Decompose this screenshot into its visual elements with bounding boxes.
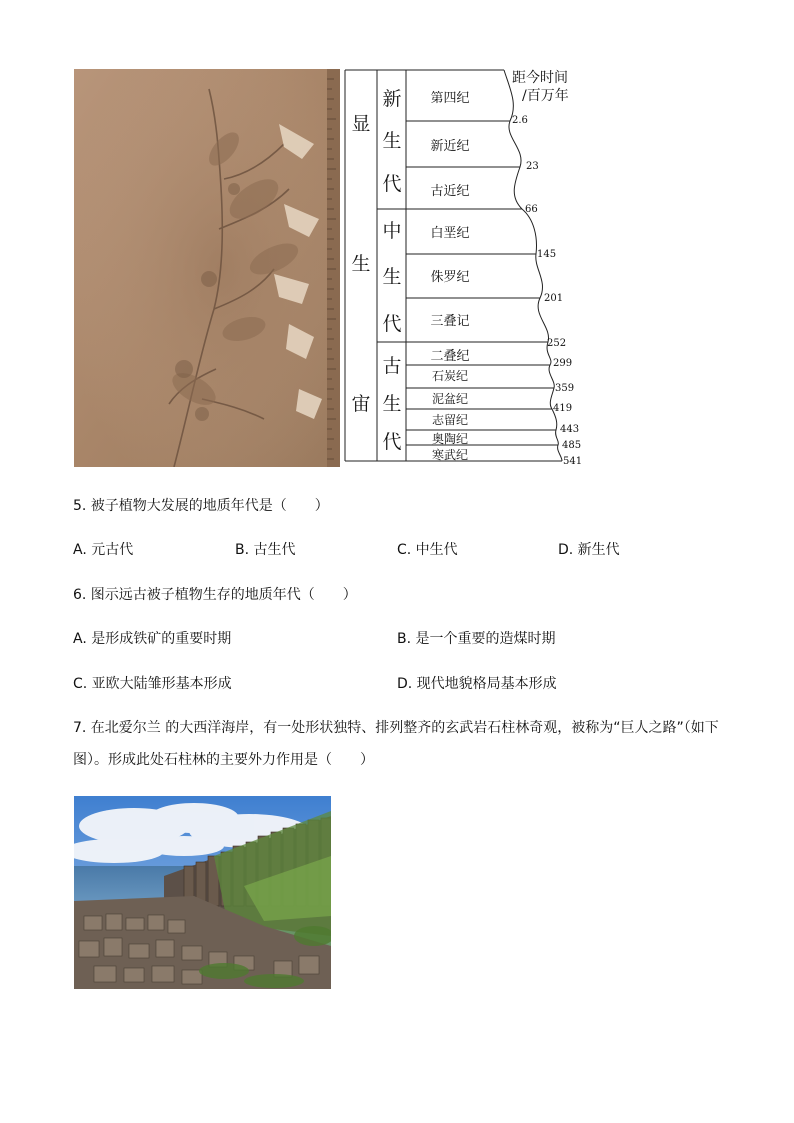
q6-option-d[interactable]: D. 现代地貌格局基本形成 bbox=[397, 676, 557, 692]
age-label: 2.6 bbox=[512, 115, 528, 126]
age-label: 419 bbox=[553, 403, 573, 414]
q5-option-a[interactable]: A. 元古代 bbox=[73, 542, 134, 558]
era-paleozoic-char-2: 生 bbox=[382, 393, 402, 415]
q6-option-a[interactable]: A. 是形成铁矿的重要时期 bbox=[73, 631, 232, 647]
axis-label-line1: 距今时间 bbox=[512, 70, 568, 86]
era-cenozoic-char-2: 生 bbox=[382, 130, 402, 152]
period-devonian: 泥盆纪 bbox=[431, 392, 468, 406]
age-label: 541 bbox=[563, 456, 583, 467]
geologic-timescale bbox=[342, 69, 592, 469]
period-ordovician: 奥陶纪 bbox=[431, 432, 468, 446]
period-paleogene: 古近纪 bbox=[430, 184, 470, 199]
question-5-stem: 5. 被子植物大发展的地质年代是（ ） bbox=[73, 498, 329, 514]
q6-option-b[interactable]: B. 是一个重要的造煤时期 bbox=[397, 631, 556, 647]
era-mesozoic-char-1: 中 bbox=[382, 220, 402, 242]
age-label: 252 bbox=[547, 338, 567, 349]
eon-char-1: 显 bbox=[351, 113, 371, 135]
period-carboniferous: 石炭纪 bbox=[431, 369, 468, 383]
age-label: 299 bbox=[553, 358, 573, 369]
period-triassic: 三叠记 bbox=[430, 314, 470, 329]
fossil-photo bbox=[74, 69, 340, 467]
giants-causeway-photo bbox=[74, 796, 331, 989]
age-label: 201 bbox=[544, 293, 564, 304]
era-mesozoic-char-3: 代 bbox=[382, 313, 402, 335]
age-label: 23 bbox=[526, 161, 539, 172]
era-paleozoic-char-1: 古 bbox=[382, 355, 402, 377]
period-permian: 二叠纪 bbox=[430, 349, 470, 364]
age-label: 485 bbox=[562, 440, 582, 451]
q5-option-c[interactable]: C. 中生代 bbox=[397, 542, 458, 558]
question-7-stem-line1: 7. 在北爱尔兰 的大西洋海岸，有一处形状独特、排列整齐的玄武岩石柱林奇观，被称为“巨人之路”（如下 bbox=[73, 720, 719, 736]
eon-char-2: 生 bbox=[351, 253, 371, 275]
period-neogene: 新近纪 bbox=[430, 139, 470, 154]
q6-option-c[interactable]: C. 亚欧大陆雏形基本形成 bbox=[73, 676, 232, 692]
question-6-stem: 6. 图示远古被子植物生存的地质年代（ ） bbox=[73, 587, 357, 603]
age-label: 66 bbox=[525, 204, 538, 215]
q5-option-d[interactable]: D. 新生代 bbox=[558, 542, 620, 558]
period-quaternary: 第四纪 bbox=[430, 91, 470, 106]
eon-char-3: 宙 bbox=[351, 393, 371, 415]
q5-option-b[interactable]: B. 古生代 bbox=[235, 542, 296, 558]
era-mesozoic-char-2: 生 bbox=[382, 266, 402, 288]
age-label: 145 bbox=[537, 249, 557, 260]
period-cambrian: 寒武纪 bbox=[431, 448, 468, 462]
period-jurassic: 侏罗纪 bbox=[430, 270, 470, 285]
period-silurian: 志留纪 bbox=[431, 413, 468, 427]
axis-label-line2: /百万年 bbox=[522, 88, 569, 104]
era-cenozoic-char-1: 新 bbox=[382, 88, 402, 110]
age-label: 443 bbox=[560, 424, 580, 435]
era-paleozoic-char-3: 代 bbox=[382, 431, 402, 453]
question-7-stem-line2: 图）。形成此处石柱林的主要外力作用是（ ） bbox=[73, 752, 374, 768]
period-cretaceous: 白垩纪 bbox=[430, 226, 470, 241]
axis-label bbox=[512, 69, 569, 105]
era-cenozoic-char-3: 代 bbox=[382, 173, 402, 195]
age-label: 359 bbox=[555, 383, 575, 394]
